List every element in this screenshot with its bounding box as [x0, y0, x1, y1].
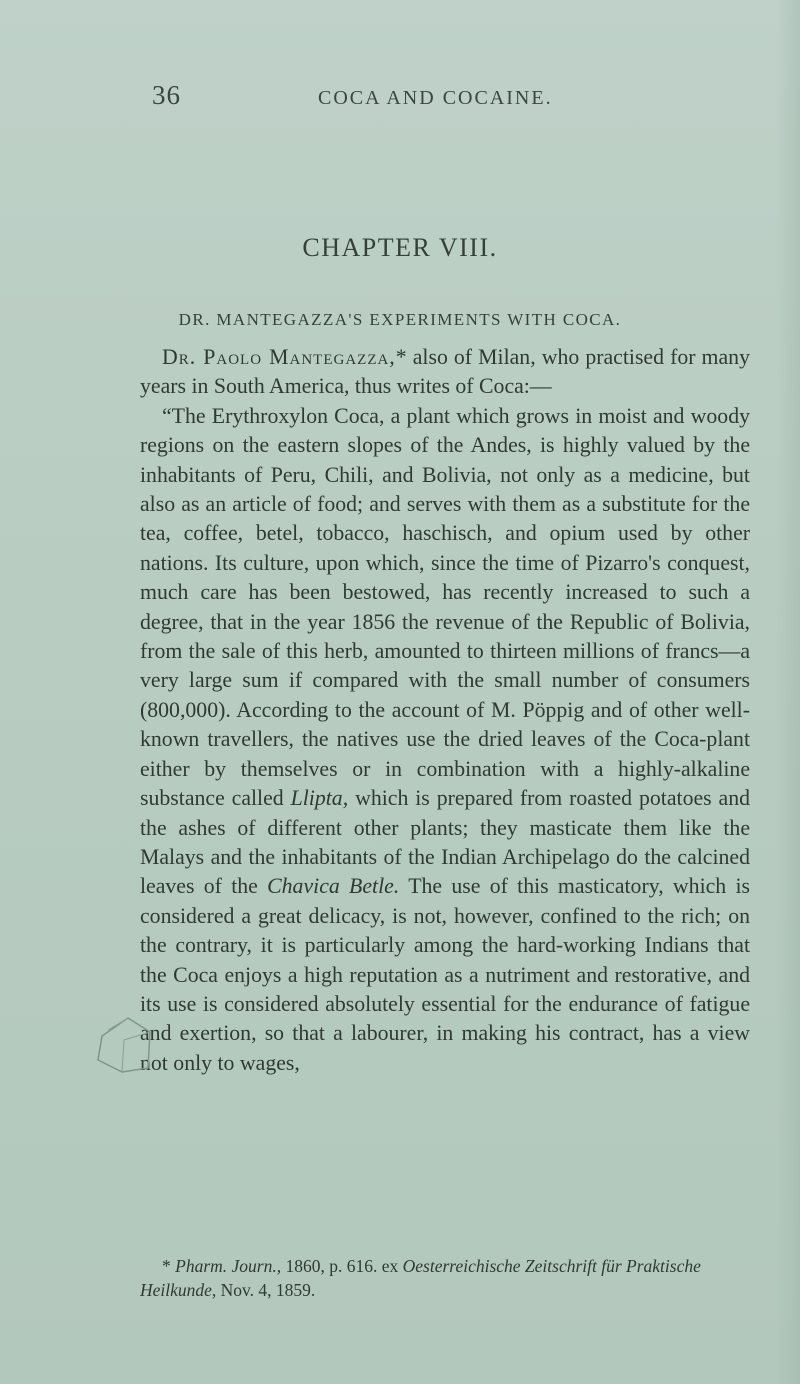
page-number: 36 [152, 80, 181, 110]
intro-text: * also of Milan, who practised for many years in South America, thus writes of Coca:— [140, 345, 750, 399]
footnote-date: Nov. 4, 1859. [220, 1280, 316, 1300]
footnote-journal: Pharm. Journ., [175, 1256, 282, 1276]
running-head: COCA AND COCAINE. [318, 87, 553, 109]
footnote [140, 1254, 750, 1302]
chapter-subtitle: DR. MANTEGAZZA'S EXPERIMENTS WITH COCA. [178, 310, 622, 329]
quote-text-part-2: which is prepared from roasted potatoes and the ashes of different other plants; they masticate them like the Malays and the inhabitants of the Indian Archipelago do the calcined leaves of the [140, 786, 750, 899]
intro-paragraph [140, 343, 750, 402]
chapter-title: CHAPTER VIII. [302, 233, 498, 262]
library-stamp-mark [88, 1010, 178, 1080]
quote-text-part-1: “The Erythroxylon Coca, a plant which grows in moist and woody regions on the eastern slopes of the Andes, is highly valued by the inhabitants of Peru, Chili, and Bolivia, not only as a medicine, but also as an article of food; and serves with them as a substitute for the tea, coffee, betel, tobacco, haschisch, and opium used by other nations. Its culture, upon which, since the time of Pizarro's conquest, much care has been bestowed, has recently increased to such a degree, that in the year 1856 the revenue of the Republic of Bolivia, from the sale of this herb, amounted to thirteen millions of francs—a very large sum if compared with the small number of consumers (800,000). According to the account of M. Pöppig and of other well-known travellers, the natives use the dried leaves of the Coca-plant either by themselves or in combination with a highly-alkaline substance called [140, 403, 750, 811]
footnote-details: 1860, p. 616. ex [285, 1256, 399, 1276]
term-llipta: Llipta, [290, 786, 349, 811]
author-name: Dr. Paolo Mantegazza, [162, 345, 396, 369]
term-chavica-betle: Chavica Betle. [267, 874, 400, 899]
body-text [140, 343, 750, 1078]
quote-text-part-3: The use of this masticatory, which is considered a great delicacy, is not, however, confined to the rich; on the contrary, it is particularly among the hard-working Indians that the Coca enjoys a high reputation as a nutriment and restorative, and its use is considered absolutely essential for the endurance of fatigue and exertion, so that a labourer, in making his contract, has a view not only to wages, [140, 874, 751, 1075]
footnote-marker: * [162, 1256, 171, 1276]
page-edge-shadow [776, 0, 800, 1384]
quote-paragraph [140, 402, 750, 1078]
footnote-source-title: Oesterreichische Zeitschrift für Praktische Heilkunde, [140, 1256, 701, 1300]
